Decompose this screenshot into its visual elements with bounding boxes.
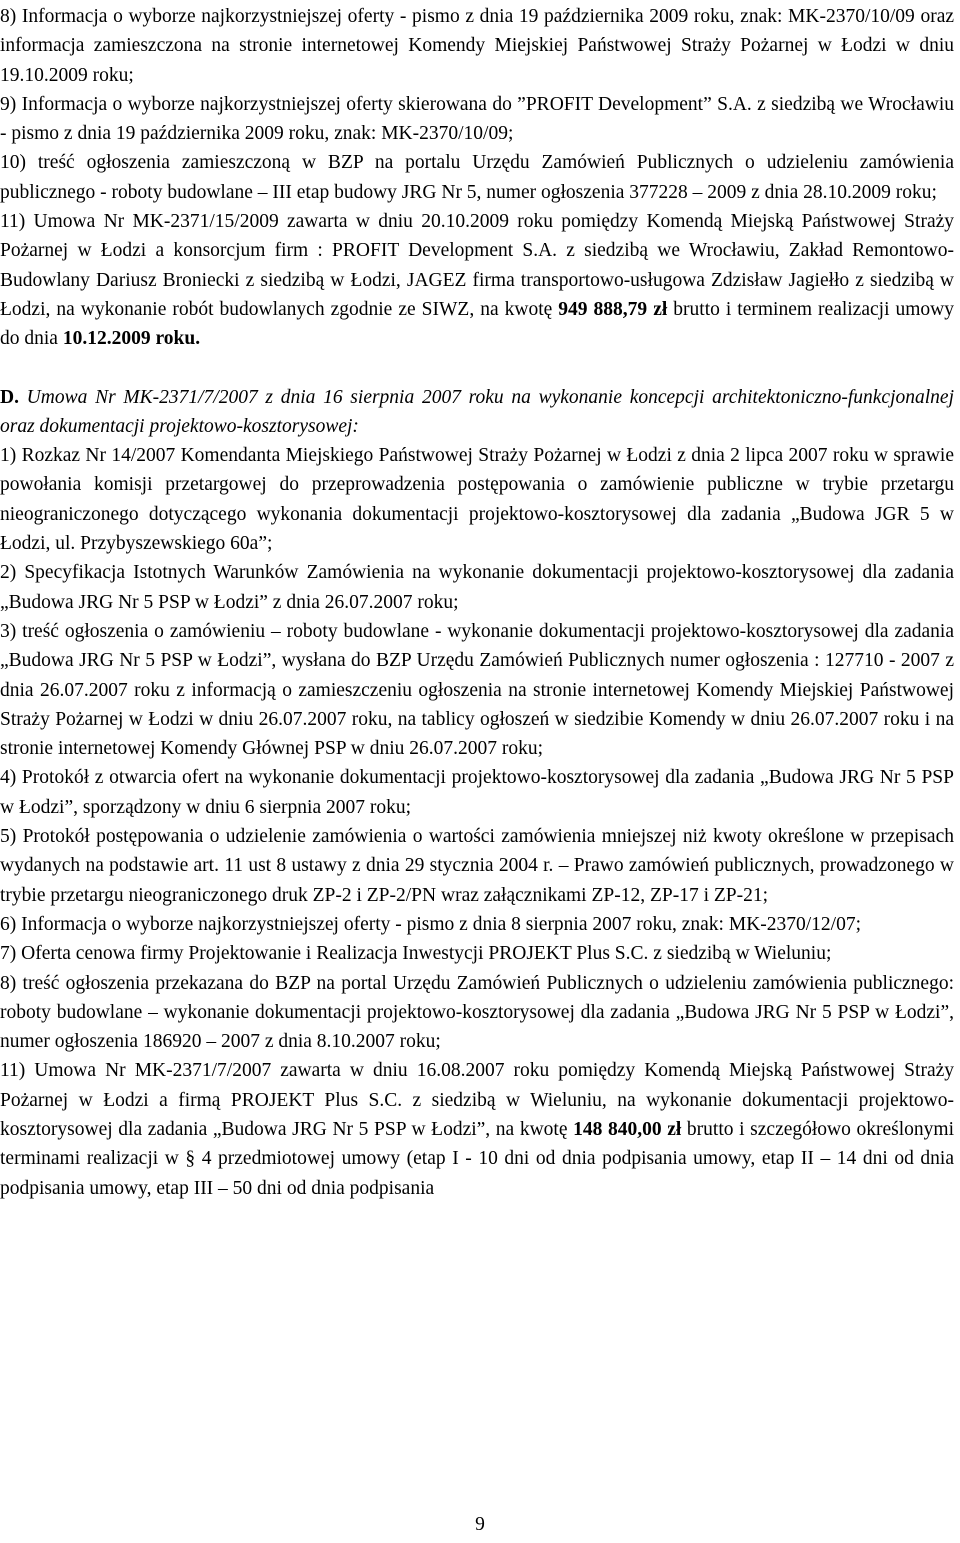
list-item-d1: 1) Rozkaz Nr 14/2007 Komendanta Miejskiego Państwowej Straży Pożarnej w Łodzi z dnia 2 lipca 2007 roku w sprawie powołania komisji przetargowej do przeprowadzenia postępowania o zamówienie publiczne w trybie przetargu nieograniczonego dotyczącego wykonania dokumentacji projektowo-kosztorysowej dla zadania „Budowa JGR 5 w Łodzi, ul. Przybyszewskiego 60a”; (0, 445, 954, 555)
list-item-d2: 2) Specyfikacja Istotnych Warunków Zamówienia na wykonanie dokumentacji projektowo-kosztorysowej dla zadania „Budowa JRG Nr 5 PSP w Łodzi” z dnia 26.07.2007 roku; (0, 562, 954, 613)
list-item-c8: 8) Informacja o wyborze najkorzystniejszej oferty - pismo z dnia 19 października 2009 roku, znak: MK-2370/10/09 oraz informacja zamieszczona na stronie internetowej Komendy Miejskiej Państwowej Straży Pożarnej w Łodzi w dniu 19.10.2009 roku; (0, 6, 954, 86)
d11-amount: 148 840,00 zł (573, 1118, 682, 1140)
list-item-d3: 3) treść ogłoszenia o zamówieniu – roboty budowlane - wykonanie dokumentacji projektowo-kosztorysowej dla zadania „Budowa JRG Nr 5 PSP w Łodzi”, wysłana do BZP Urzędu Zamówień Publicznych numer ogłoszenia : 127710 - 2007 z dnia 26.07.2007 roku z informacją o zamieszczeniu ogłoszenia na stronie internetowej Komendy Miejskiej Państwowej Straży Pożarnej w Łodzi w dniu 26.07.2007 roku, na tablicy ogłoszeń w siedzibie Komendy w dniu 26.07.2007 roku i na stronie internetowej Komendy Głównej PSP w dniu 26.07.2007 roku; (0, 620, 954, 760)
page-number: 9 (475, 1514, 485, 1535)
section-d-letter: D. (0, 386, 19, 408)
d11-text-post: brutto i szczegółowo określonymi terminami realizacji w § 4 przedmiotowej umowy (etap I - 10 dni od dnia podpisania umowy, etap II – 14 dni od dnia podpisania umowy, etap III – 50 dni od dnia podpisania (0, 1118, 954, 1199)
list-item-c11 (0, 207, 954, 353)
list-item-d5: 5) Protokół postępowania o udzielenie zamówienia o wartości zamówienia mniejszej niż kwoty określone w przepisach wydanych na podstawie art. 11 ust 8 ustawy z dnia 29 stycznia 2004 r. – Prawo zamówień publicznych, prowadzonego w trybie przetargu nieograniczonego druk ZP-2 i ZP-2/PN wraz załącznikami ZP-12, ZP-17 i ZP-21; (0, 826, 954, 906)
c11-date: 10.12.2009 roku. (62, 328, 201, 350)
c11-text-mid: brutto i terminem realizacji umowy do dnia (0, 298, 954, 350)
list-item-c10: 10) treść ogłoszenia zamieszczoną w BZP na portalu Urzędu Zamówień Publicznych o udzieleniu zamówienia publicznego - roboty budowlane – III etap budowy JRG Nr 5, numer ogłoszenia 377228 – 2009 z dnia 28.10.2009 roku; (0, 152, 954, 203)
list-item-d8: 8) treść ogłoszenia przekazana do BZP na portal Urzędu Zamówień Publicznych o udzieleniu zamówienia publicznego: roboty budowlane – wykonanie dokumentacji projektowo-kosztorysowej dla zadania „Budowa JRG Nr 5 PSP w Łodzi”, numer ogłoszenia 186920 – 2007 z dnia 8.10.2007 roku; (0, 972, 954, 1053)
c11-amount: 949 888,79 zł (558, 298, 668, 320)
list-item-d4: 4) Protokół z otwarcia ofert na wykonanie dokumentacji projektowo-kosztorysowej dla zadania „Budowa JRG Nr 5 PSP w Łodzi”, sporządzony w dniu 6 sierpnia 2007 roku; (0, 767, 954, 818)
section-d-title: Umowa Nr MK-2371/7/2007 z dnia 16 sierpnia 2007 roku na wykonanie koncepcji architektoniczno-funkcjonalnej oraz dokumentacji projektowo-kosztorysowej: (0, 386, 954, 437)
list-item-c9: 9) Informacja o wyborze najkorzystniejszej oferty skierowana do ”PROFIT Development” S.A. z siedzibą we Wrocławiu - pismo z dnia 19 października 2009 roku, znak: MK-2370/10/09; (0, 93, 954, 145)
section-d-heading (0, 383, 954, 442)
section-c-list (0, 2, 954, 354)
section-d-list (0, 441, 954, 1203)
c11-text: 11) Umowa Nr MK-2371/15/2009 zawarta w dniu 20.10.2009 roku pomiędzy Komendą Miejską Państwowej Straży Pożarnej w Łodzi a konsorcjum firm : PROFIT Development S.A. z siedzibą we Wrocławiu, Zakład Remontowo-Budowlany Dariusz Broniecki z siedzibą w Łodzi, JAGEZ firma transportowo-usługowa Zdzisław Jagiełło z siedzibą w Łodzi, na wykonanie robót budowlanych zgodnie ze SIWZ, na kwotę (0, 211, 954, 320)
list-item-d7: 7) Oferta cenowa firmy Projektowanie i Realizacja Inwestycji PROJEKT Plus S.C. z siedzibą w Wieluniu; (0, 943, 832, 965)
d11-text: 11) Umowa Nr MK-2371/7/2007 zawarta w dniu 16.08.2007 roku pomiędzy Komendą Miejską Państwowej Straży Pożarnej w Łodzi a firmą PROJEKT Plus S.C. z siedzibą w Wieluniu, na wykonanie dokumentacji projektowo-kosztorysowej dla zadania „Budowa JRG Nr 5 PSP w Łodzi”, na kwotę (0, 1060, 954, 1140)
list-item-d11 (0, 1056, 954, 1202)
list-item-d6: 6) Informacja o wyborze najkorzystniejszej oferty - pismo z dnia 8 sierpnia 2007 roku, znak: MK-2370/12/07; (0, 913, 862, 935)
